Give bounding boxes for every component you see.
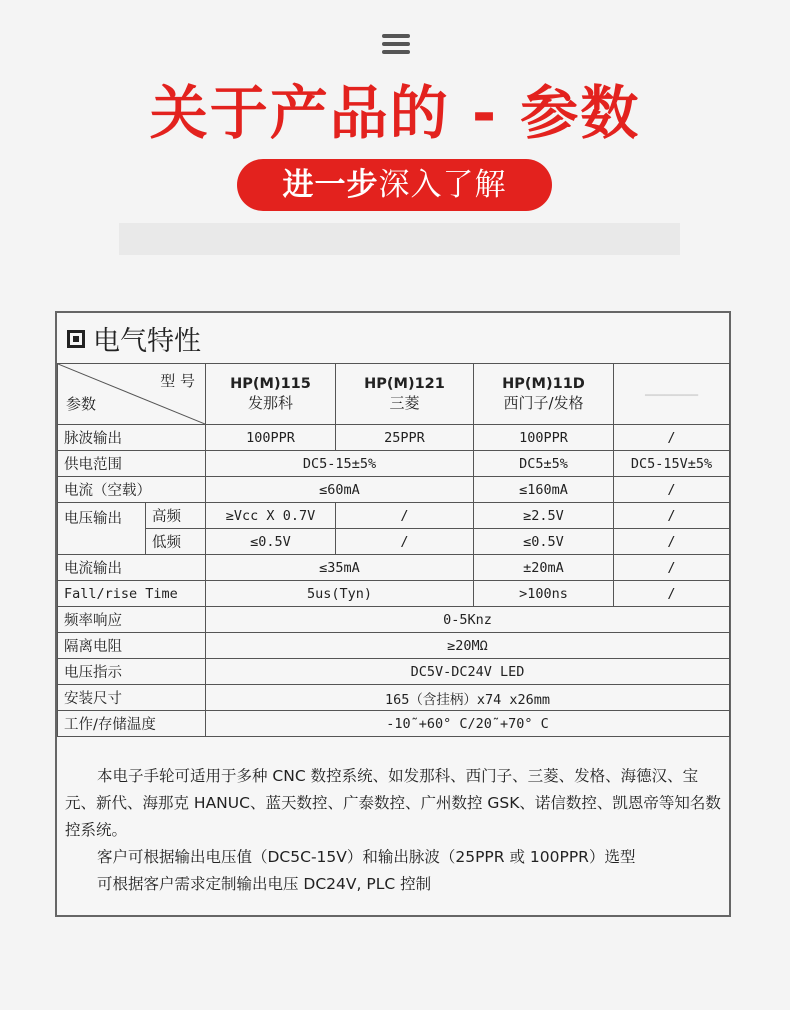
learn-more-pill[interactable] <box>237 159 552 211</box>
table-row: 隔离电阻 ≥20MΩ <box>58 633 730 659</box>
table-row: 低频 ≤0.5V / ≤0.5V / <box>58 529 730 555</box>
panel-title <box>67 319 201 358</box>
desc-paragraph-3: 可根据客户需求定制输出电压 DC24V, PLC 控制 <box>97 875 432 893</box>
gray-bar <box>119 223 680 255</box>
corner-model-label: 型 号 <box>160 372 195 390</box>
desc-paragraph-2: 客户可根据输出电压值（DC5C-15V）和输出脉波（25PPR 或 100PPR）选型 <box>97 848 636 866</box>
pill-light-text: 深入了解 <box>378 167 507 203</box>
pill-bold-text: 进一步 <box>282 167 379 203</box>
corner-param-label: 参数 <box>66 395 97 413</box>
table-row: Fall/rise Time 5us(Tyn) >100ns / <box>58 581 730 607</box>
page-title: 关于产品的 - 参数 <box>149 79 641 147</box>
square-bullet-icon <box>67 330 85 348</box>
table-row: 供电范围 DC5-15±5% DC5±5% DC5-15V±5% <box>58 451 730 477</box>
description <box>65 763 725 898</box>
table-row: 频率响应 0-5Knz <box>58 607 730 633</box>
panel-title-text: 电气特性 <box>93 326 201 357</box>
table-row: 脉波输出 100PPR 25PPR 100PPR / <box>58 425 730 451</box>
table-row: 工作/存储温度 -10˜+60° C/20˜+70° C <box>58 711 730 737</box>
menu-icon[interactable] <box>382 34 410 56</box>
spec-table <box>57 363 730 737</box>
corner-cell <box>58 364 206 425</box>
table-row: 安装尺寸 165（含挂柄）x74 x26mm <box>58 685 730 711</box>
table-row: 电压指示 DC5V-DC24V LED <box>58 659 730 685</box>
model-header-1: HP(M)115 发那科 <box>206 364 336 425</box>
model-header-4: ━━━━━━━━ <box>614 364 730 425</box>
model-header-3: HP(M)11D 西门子/发格 <box>474 364 614 425</box>
table-row: 电流输出 ≤35mA ±20mA / <box>58 555 730 581</box>
model-header-2: HP(M)121 三菱 <box>336 364 474 425</box>
table-row: 电流（空载） ≤60mA ≤160mA / <box>58 477 730 503</box>
desc-paragraph-1: 本电子手轮可适用于多种 CNC 数控系统、如发那科、西门子、三菱、发格、海德汉、宝元、新代、海那克 HANUC、蓝天数控、广泰数控、广州数控 GSK、诺信数控、凯恩帝等知名数控系统。 <box>65 767 721 839</box>
table-header-row <box>58 364 730 425</box>
table-row: 电压输出 高频 ≥Vcc X 0.7V / ≥2.5V / <box>58 503 730 529</box>
spec-panel <box>55 311 731 917</box>
